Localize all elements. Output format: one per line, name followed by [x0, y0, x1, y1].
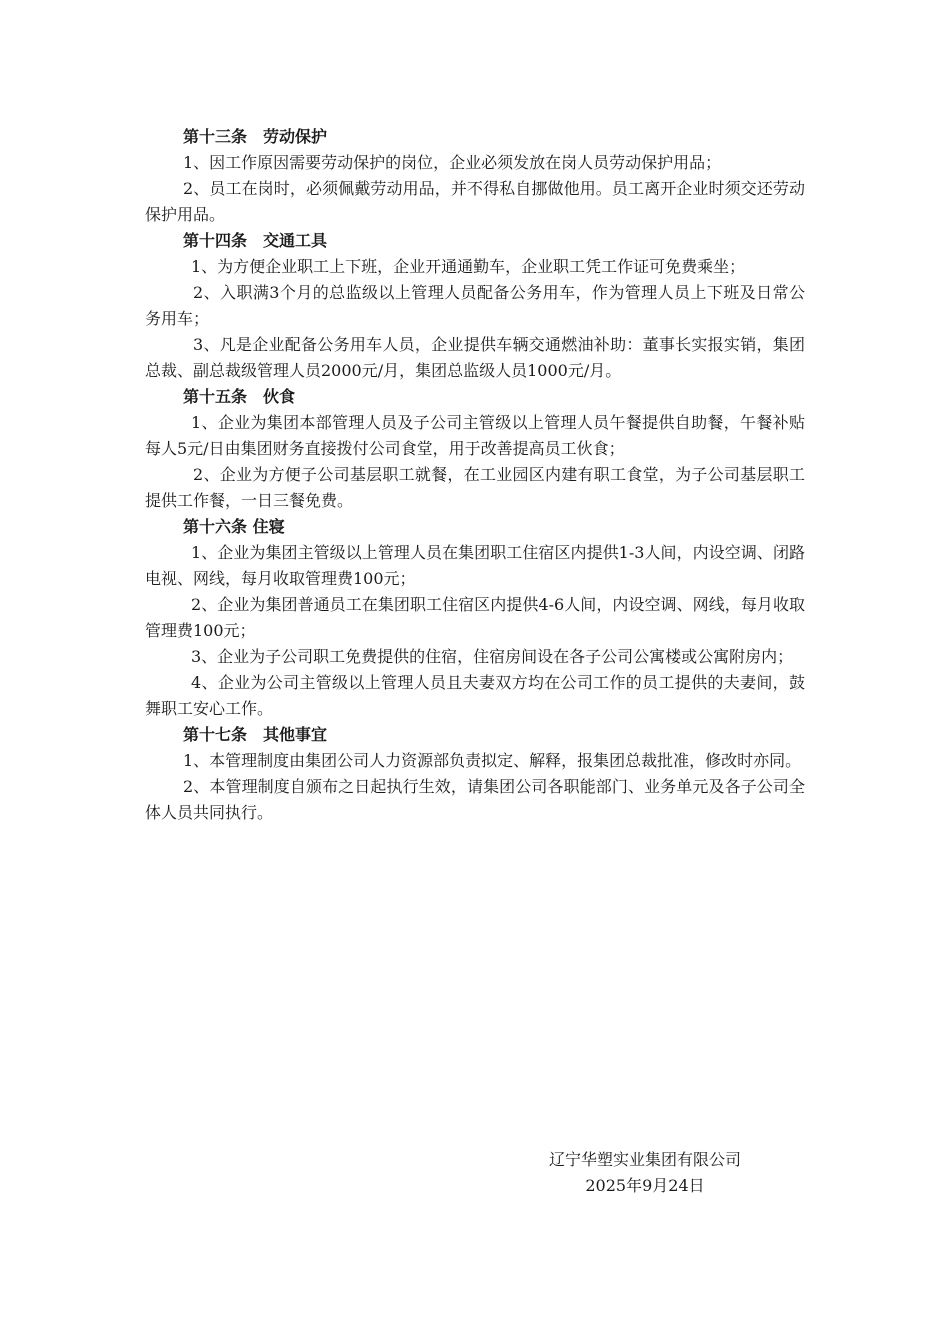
paragraph: 2、企业为方便子公司基层职工就餐，在工业园区内建有职工食堂，为子公司基层职工提供工作餐，一日三餐免费。 [145, 465, 805, 510]
section-13 [145, 124, 805, 228]
paragraph: 2、企业为集团普通员工在集团职工住宿区内提供4-6人间，内设空调、网线，每月收取管理费100元； [145, 595, 805, 640]
paragraph: 1、因工作原因需要劳动保护的岗位，企业必须发放在岗人员劳动保护用品； [183, 153, 722, 172]
section-heading: 第十三条 劳动保护 [183, 127, 328, 146]
paragraph: 2、入职满3个月的总监级以上管理人员配备公务用车，作为管理人员上下班及日常公务用车； [145, 283, 805, 328]
signature-date: 2025年9月24日 [585, 1176, 705, 1195]
paragraph: 1、企业为集团本部管理人员及子公司主管级以上管理人员午餐提供自助餐，午餐补贴每人5元/日由集团财务直接拨付公司食堂，用于改善提高员工伙食； [145, 413, 805, 458]
paragraph: 4、企业为公司主管级以上管理人员且夫妻双方均在公司工作的员工提供的夫妻间，鼓舞职工安心工作。 [145, 673, 805, 718]
section-17 [145, 722, 805, 826]
section-14 [145, 228, 805, 384]
paragraph: 3、凡是企业配备公务用车人员，企业提供车辆交通燃油补助：董事长实报实销，集团总裁、副总裁级管理人员2000元/月，集团总监级人员1000元/月。 [145, 335, 805, 380]
paragraph: 1、企业为集团主管级以上管理人员在集团职工住宿区内提供1-3人间，内设空调、闭路电视、网线，每月收取管理费100元； [145, 543, 805, 588]
document-body [145, 124, 805, 826]
signature-block [520, 1147, 770, 1199]
paragraph: 1、为方便企业职工上下班，企业开通通勤车，企业职工凭工作证可免费乘坐； [191, 257, 746, 276]
section-16 [145, 514, 805, 722]
paragraph: 3、企业为子公司职工免费提供的住宿，住宿房间设在各子公司公寓楼或公寓附房内； [191, 647, 794, 666]
paragraph: 1、本管理制度由集团公司人力资源部负责拟定、解释，报集团总裁批准，修改时亦同。 [183, 751, 802, 770]
paragraph: 2、本管理制度自颁布之日起执行生效，请集团公司各职能部门、业务单元及各子公司全体人员共同执行。 [145, 777, 805, 822]
section-heading: 第十四条 交通工具 [183, 231, 328, 250]
paragraph: 2、员工在岗时，必须佩戴劳动用品，并不得私自挪做他用。员工离开企业时须交还劳动保护用品。 [145, 179, 805, 224]
section-heading: 第十七条 其他事宜 [183, 725, 328, 744]
section-15 [145, 384, 805, 514]
company-name: 辽宁华塑实业集团有限公司 [548, 1150, 741, 1169]
section-heading: 第十六条 住寝 [183, 517, 285, 536]
section-heading: 第十五条 伙食 [183, 387, 296, 406]
